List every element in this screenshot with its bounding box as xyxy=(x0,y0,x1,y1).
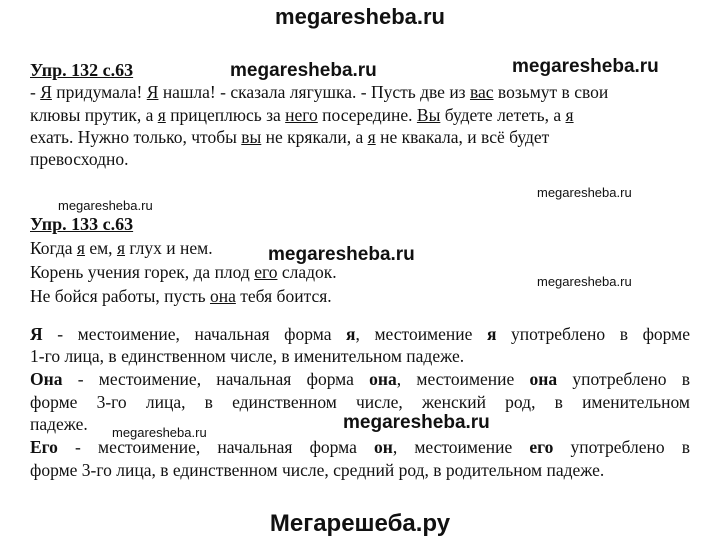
analysis-ona-line-3: падеже. xyxy=(30,414,88,434)
pronoun: Я xyxy=(146,82,159,102)
watermark: megaresheba.ru xyxy=(268,244,415,265)
pronoun: я xyxy=(157,105,166,125)
exercise-132-title: Упр. 132 с.63 xyxy=(30,60,134,80)
proverb-3: Не бойся работы, пусть она тебя боится. xyxy=(30,286,332,306)
pronoun: вы xyxy=(241,127,262,147)
watermark: megaresheba.ru xyxy=(343,412,490,433)
pronoun: вас xyxy=(469,82,494,102)
ex132-line-1: - Я придумала! Я нашла! - сказала лягушка. - Пусть две из вас возьмут в свои xyxy=(30,82,609,102)
analysis-ona-line-2: форме 3-го лица, в единственном числе, женский род, в именительном xyxy=(30,392,690,412)
site-header: megaresheba.ru xyxy=(275,4,445,29)
pronoun: Я xyxy=(40,82,52,102)
watermark: megaresheba.ru xyxy=(230,60,377,81)
pronoun: я xyxy=(76,238,85,258)
pronoun: она xyxy=(209,286,236,306)
pronoun: я xyxy=(116,238,125,258)
proverb-2: Корень учения горек, да плод его сладок. xyxy=(30,262,337,282)
analysis-ya-line-2: 1-го лица, в единственном числе, в именительном падеже. xyxy=(30,346,465,366)
analysis-ona-line-1: Она - местоимение, начальная форма она, местоимение она употреблено в xyxy=(30,369,690,389)
exercise-133-title: Упр. 133 с.63 xyxy=(30,214,134,234)
analysis-ya-line-1: Я - местоимение, начальная форма я, местоимение я употреблено в форме xyxy=(30,324,690,344)
ex132-line-4: превосходно. xyxy=(30,149,129,169)
analysis-ego-line-1: Его - местоимение, начальная форма он, местоимение его употреблено в xyxy=(30,437,690,457)
pronoun: него xyxy=(285,105,318,125)
watermark: megaresheba.ru xyxy=(112,425,207,440)
watermark: megaresheba.ru xyxy=(537,274,632,289)
ex132-line-3: ехать. Нужно только, чтобы вы не крякали, а я не квакала, и всё будет xyxy=(30,127,550,147)
pronoun: я xyxy=(565,105,574,125)
pronoun: я xyxy=(367,127,376,147)
analysis-ego-line-2: форме 3-го лица, в единственном числе, средний род, в родительном падеже. xyxy=(30,460,605,480)
proverb-1: Когда я ем, я глух и нем. xyxy=(30,238,213,258)
site-footer: Мегарешеба.ру xyxy=(269,510,451,537)
pronoun: Вы xyxy=(416,105,441,125)
pronoun: его xyxy=(254,262,278,282)
watermark: megaresheba.ru xyxy=(512,56,659,77)
watermark: megaresheba.ru xyxy=(58,198,153,213)
ex132-line-2: клювы прутик, а я прицеплюсь за него посередине. Вы будете лететь, а я xyxy=(30,105,574,125)
watermark: megaresheba.ru xyxy=(537,185,632,200)
